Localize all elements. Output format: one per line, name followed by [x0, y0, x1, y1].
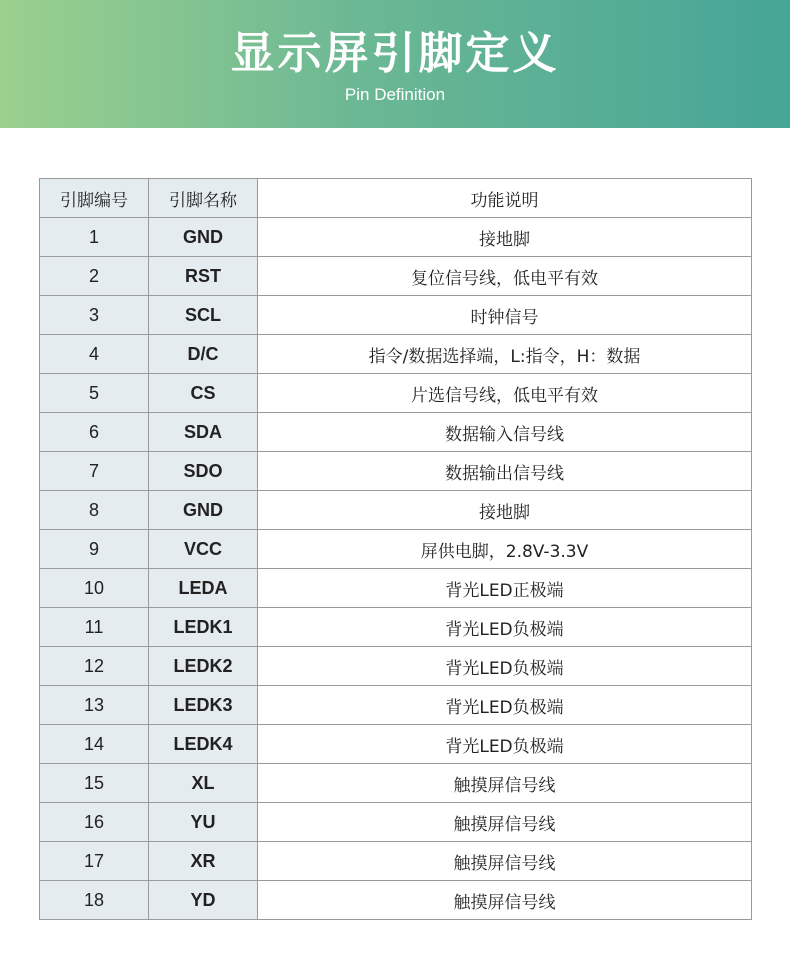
pin-name-cell: SDO [149, 452, 258, 491]
pin-function-cell: 接地脚 [258, 491, 752, 530]
pin-number-cell: 11 [40, 608, 149, 647]
pin-number-cell: 8 [40, 491, 149, 530]
pin-function-cell: 时钟信号 [258, 296, 752, 335]
table-row [40, 374, 752, 413]
column-header-pin-number: 引脚编号 [40, 179, 149, 218]
pin-name-cell: YD [149, 881, 258, 920]
pin-number-cell: 16 [40, 803, 149, 842]
pin-function-cell: 数据输出信号线 [258, 452, 752, 491]
table-row [40, 647, 752, 686]
column-header-function: 功能说明 [258, 179, 752, 218]
table-row [40, 530, 752, 569]
pin-number-cell: 15 [40, 764, 149, 803]
pin-name-cell: LEDK3 [149, 686, 258, 725]
column-header-pin-name: 引脚名称 [149, 179, 258, 218]
header-banner [0, 0, 790, 128]
table-row [40, 725, 752, 764]
table-row [40, 452, 752, 491]
pin-name-cell: VCC [149, 530, 258, 569]
table-header-row [40, 179, 752, 218]
pin-number-cell: 14 [40, 725, 149, 764]
pin-name-cell: YU [149, 803, 258, 842]
pin-number-cell: 12 [40, 647, 149, 686]
pin-function-cell: 触摸屏信号线 [258, 842, 752, 881]
pin-function-cell: 背光LED负极端 [258, 725, 752, 764]
pin-number-cell: 4 [40, 335, 149, 374]
pin-name-cell: XL [149, 764, 258, 803]
pin-name-cell: CS [149, 374, 258, 413]
pin-function-cell: 接地脚 [258, 218, 752, 257]
table-row [40, 257, 752, 296]
table-row [40, 218, 752, 257]
table-row [40, 296, 752, 335]
table-row [40, 803, 752, 842]
pin-function-cell: 数据输入信号线 [258, 413, 752, 452]
table-row [40, 569, 752, 608]
pin-name-cell: SDA [149, 413, 258, 452]
pin-name-cell: D/C [149, 335, 258, 374]
pin-number-cell: 18 [40, 881, 149, 920]
page-subtitle: Pin Definition [344, 85, 446, 104]
table-row [40, 491, 752, 530]
pin-number-cell: 13 [40, 686, 149, 725]
pin-number-cell: 1 [40, 218, 149, 257]
pin-number-cell: 9 [40, 530, 149, 569]
pin-number-cell: 17 [40, 842, 149, 881]
pin-number-cell: 10 [40, 569, 149, 608]
pin-number-cell: 2 [40, 257, 149, 296]
pin-function-cell: 复位信号线，低电平有效 [258, 257, 752, 296]
table-row [40, 608, 752, 647]
page-title: 显示屏引脚定义 [230, 28, 560, 79]
pin-number-cell: 3 [40, 296, 149, 335]
pin-function-cell: 屏供电脚，2.8V-3.3V [258, 530, 752, 569]
table-row [40, 413, 752, 452]
pin-function-cell: 背光LED负极端 [258, 608, 752, 647]
table-row [40, 764, 752, 803]
pin-number-cell: 5 [40, 374, 149, 413]
pin-name-cell: LEDA [149, 569, 258, 608]
pin-function-cell: 指令/数据选择端，L:指令，H：数据 [258, 335, 752, 374]
pin-name-cell: SCL [149, 296, 258, 335]
pin-function-cell: 触摸屏信号线 [258, 764, 752, 803]
pin-name-cell: LEDK2 [149, 647, 258, 686]
pin-definition-table [39, 178, 752, 920]
pin-function-cell: 背光LED负极端 [258, 647, 752, 686]
table-row [40, 842, 752, 881]
pin-name-cell: LEDK4 [149, 725, 258, 764]
pin-number-cell: 6 [40, 413, 149, 452]
pin-function-cell: 背光LED正极端 [258, 569, 752, 608]
pin-function-cell: 触摸屏信号线 [258, 881, 752, 920]
pin-name-cell: RST [149, 257, 258, 296]
pin-number-cell: 7 [40, 452, 149, 491]
table-row [40, 335, 752, 374]
table-row [40, 881, 752, 920]
pin-name-cell: GND [149, 218, 258, 257]
pin-name-cell: LEDK1 [149, 608, 258, 647]
pin-name-cell: XR [149, 842, 258, 881]
pin-function-cell: 片选信号线，低电平有效 [258, 374, 752, 413]
pin-function-cell: 触摸屏信号线 [258, 803, 752, 842]
pin-name-cell: GND [149, 491, 258, 530]
pin-function-cell: 背光LED负极端 [258, 686, 752, 725]
table-row [40, 686, 752, 725]
